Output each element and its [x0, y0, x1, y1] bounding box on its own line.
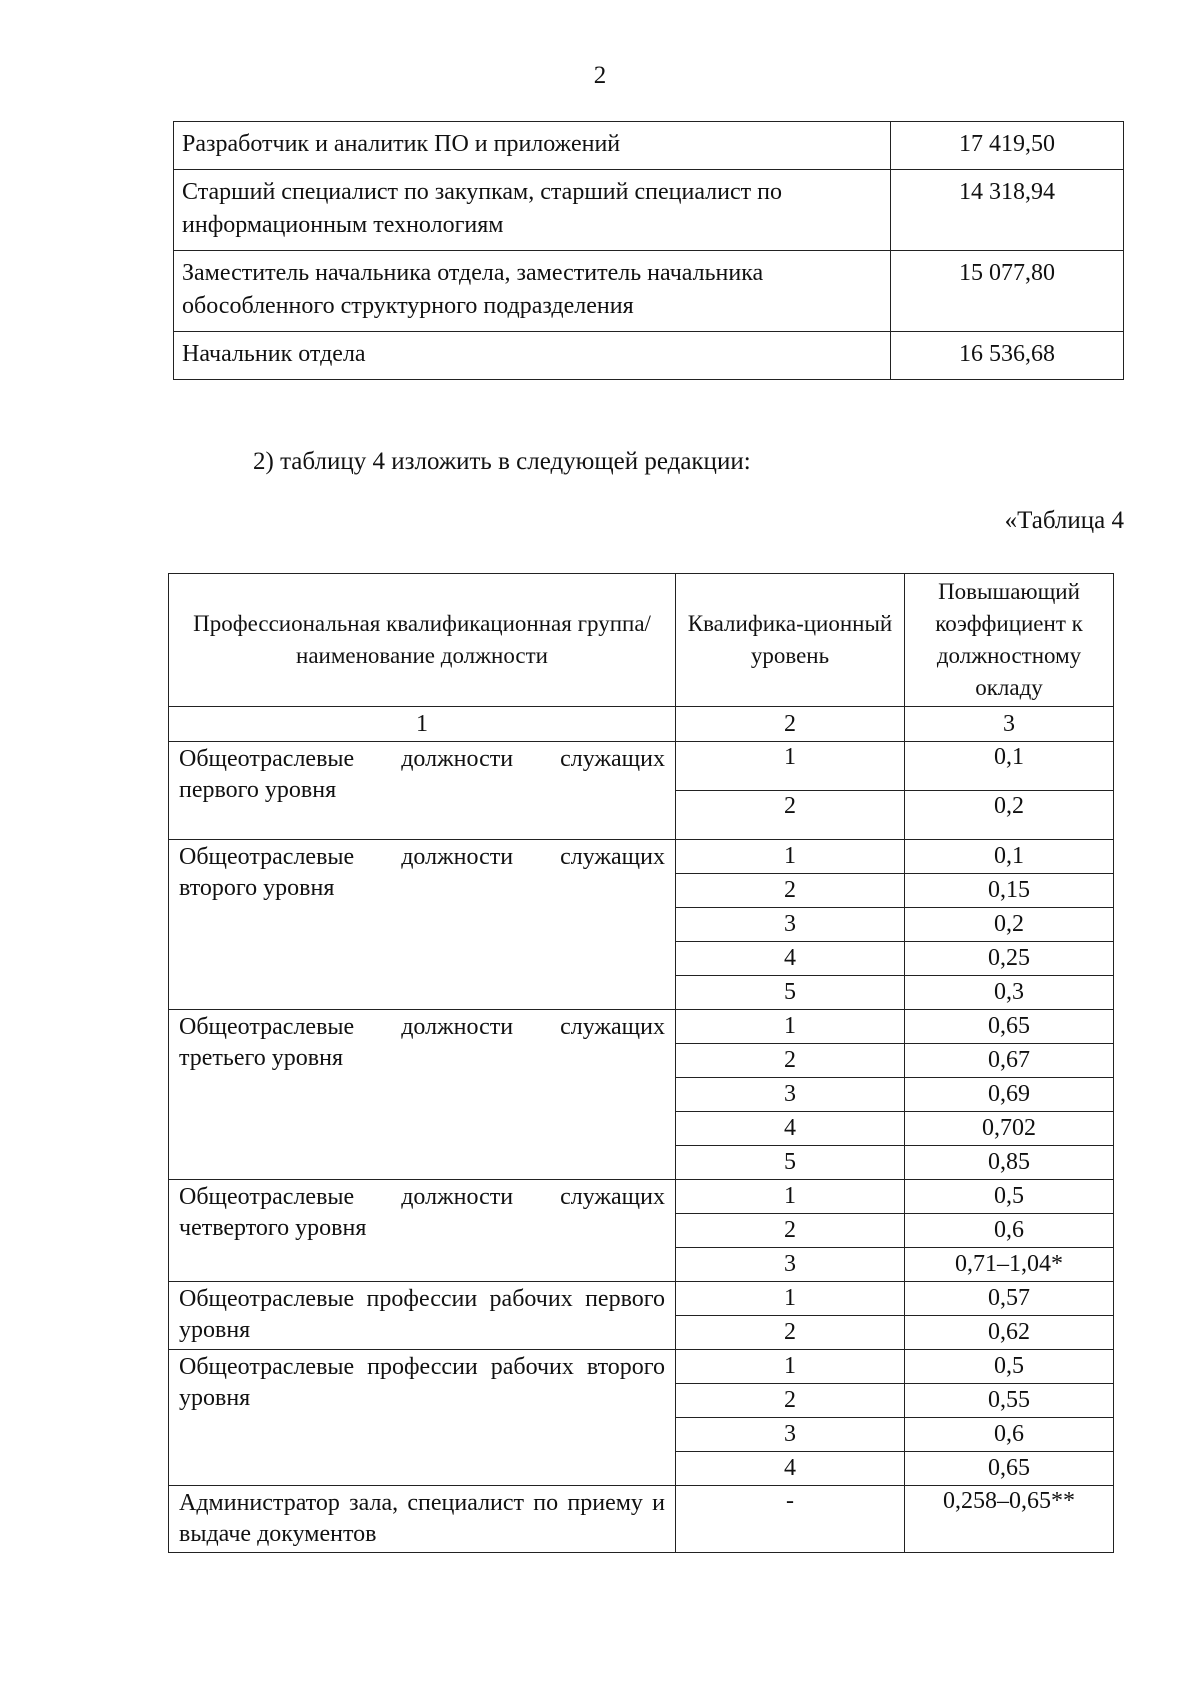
- qualification-level: 3: [676, 908, 905, 942]
- position-name: Разработчик и аналитик ПО и приложений: [174, 122, 891, 170]
- salary-row: [174, 170, 1124, 251]
- qualification-level: 2: [676, 1214, 905, 1248]
- qualification-level: 2: [676, 791, 905, 840]
- qualification-level: 5: [676, 976, 905, 1010]
- table-row: [169, 1350, 1114, 1384]
- raising-coefficient: 0,55: [905, 1384, 1114, 1418]
- header-level: Квалифика-ционный уровень: [676, 574, 905, 707]
- raising-coefficient: 0,6: [905, 1418, 1114, 1452]
- raising-coefficient: 0,69: [905, 1078, 1114, 1112]
- qualification-level: 4: [676, 942, 905, 976]
- raising-coefficient: 0,65: [905, 1452, 1114, 1486]
- qualification-level: 1: [676, 1180, 905, 1214]
- qualification-level: 4: [676, 1452, 905, 1486]
- qualification-level: 2: [676, 1316, 905, 1350]
- salary-amount: 14 318,94: [891, 170, 1124, 251]
- raising-coefficient: 0,6: [905, 1214, 1114, 1248]
- table-caption: «Таблица 4: [1004, 507, 1124, 534]
- table-row: [169, 1282, 1114, 1316]
- table-row: [169, 742, 1114, 791]
- qualification-level: 1: [676, 1010, 905, 1044]
- coefficient-table-body: [169, 707, 1114, 1553]
- qualification-group-name: Общеотраслевые должности служащих первого уровня: [169, 742, 676, 840]
- table-row: [169, 1180, 1114, 1214]
- raising-coefficient: 0,5: [905, 1180, 1114, 1214]
- qualification-level: 3: [676, 1418, 905, 1452]
- raising-coefficient: 0,62: [905, 1316, 1114, 1350]
- salary-amount: 15 077,80: [891, 251, 1124, 332]
- position-name: Старший специалист по закупкам, старший специалист по информационным технологиям: [174, 170, 891, 251]
- qualification-group-name: Общеотраслевые профессии рабочих второго уровня: [169, 1350, 676, 1486]
- salary-amount: 17 419,50: [891, 122, 1124, 170]
- qualification-level: 2: [676, 1384, 905, 1418]
- raising-coefficient: 0,1: [905, 840, 1114, 874]
- raising-coefficient: 0,85: [905, 1146, 1114, 1180]
- table-row: [169, 1010, 1114, 1044]
- column-index-row: [169, 707, 1114, 742]
- raising-coefficient: 0,3: [905, 976, 1114, 1010]
- qualification-level: 1: [676, 742, 905, 791]
- qualification-level: 1: [676, 1350, 905, 1384]
- header-coefficient: Повышающий коэффициент к должностному окладу: [905, 574, 1114, 707]
- qualification-group-name: Общеотраслевые должности служащих второго уровня: [169, 840, 676, 1010]
- qualification-level: 2: [676, 874, 905, 908]
- salary-row: [174, 332, 1124, 380]
- column-index: 2: [676, 707, 905, 742]
- raising-coefficient: 0,5: [905, 1350, 1114, 1384]
- qualification-group-name: Администратор зала, специалист по приему и выдаче документов: [169, 1486, 676, 1553]
- qualification-level: 4: [676, 1112, 905, 1146]
- qualification-level: 3: [676, 1248, 905, 1282]
- qualification-level: 2: [676, 1044, 905, 1078]
- amendment-instruction: 2) таблицу 4 изложить в следующей редакции:: [253, 448, 751, 475]
- salary-row: [174, 122, 1124, 170]
- position-name: Начальник отдела: [174, 332, 891, 380]
- raising-coefficient: 0,702: [905, 1112, 1114, 1146]
- raising-coefficient: 0,67: [905, 1044, 1114, 1078]
- raising-coefficient: 0,57: [905, 1282, 1114, 1316]
- raising-coefficient: 0,2: [905, 791, 1114, 840]
- table-row: [169, 1486, 1114, 1553]
- qualification-level: 3: [676, 1078, 905, 1112]
- qualification-level: 1: [676, 840, 905, 874]
- qualification-level: -: [676, 1486, 905, 1553]
- salary-amount: 16 536,68: [891, 332, 1124, 380]
- coefficient-table: [168, 573, 1114, 1553]
- salary-table: [173, 121, 1124, 380]
- page-number: 2: [593, 62, 607, 89]
- qualification-group-name: Общеотраслевые должности служащих четвертого уровня: [169, 1180, 676, 1282]
- qualification-level: 1: [676, 1282, 905, 1316]
- raising-coefficient: 0,15: [905, 874, 1114, 908]
- position-name: Заместитель начальника отдела, заместитель начальника обособленного структурного подразделения: [174, 251, 891, 332]
- qualification-level: 5: [676, 1146, 905, 1180]
- raising-coefficient: 0,258–0,65**: [905, 1486, 1114, 1553]
- table-row: [169, 840, 1114, 874]
- raising-coefficient: 0,65: [905, 1010, 1114, 1044]
- raising-coefficient: 0,2: [905, 908, 1114, 942]
- raising-coefficient: 0,25: [905, 942, 1114, 976]
- raising-coefficient: 0,1: [905, 742, 1114, 791]
- column-index: 1: [169, 707, 676, 742]
- qualification-group-name: Общеотраслевые должности служащих третьего уровня: [169, 1010, 676, 1180]
- salary-row: [174, 251, 1124, 332]
- column-index: 3: [905, 707, 1114, 742]
- qualification-group-name: Общеотраслевые профессии рабочих первого уровня: [169, 1282, 676, 1350]
- raising-coefficient: 0,71–1,04*: [905, 1248, 1114, 1282]
- header-group: Профессиональная квалификационная группа/ наименование должности: [169, 574, 676, 707]
- table-header-row: [169, 574, 1114, 707]
